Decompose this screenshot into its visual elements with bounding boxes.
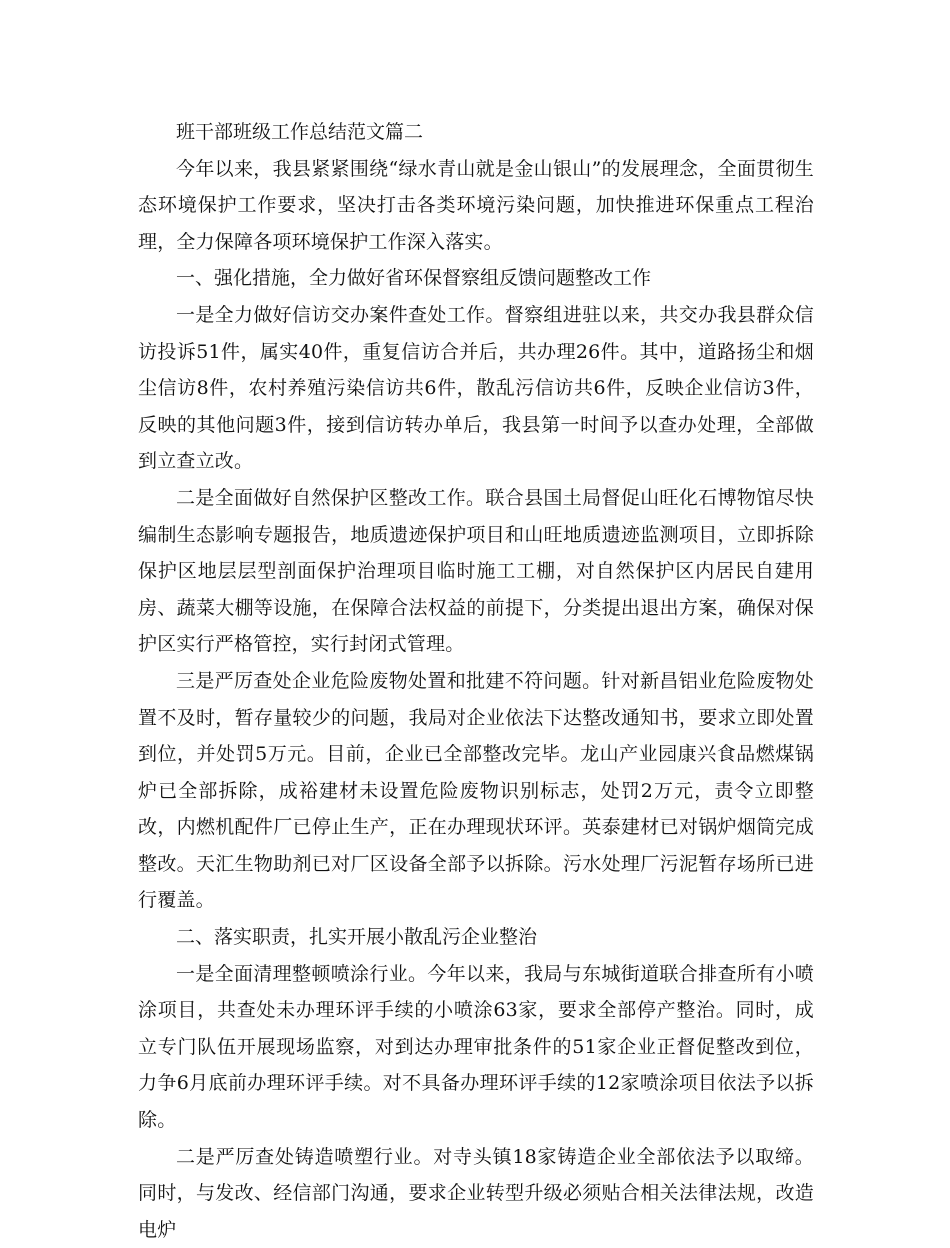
paragraph-hazardous-waste: 三是严厉查处企业危险废物处置和批建不符问题。针对新昌铝业危险废物处置不及时，暂存量较少的问题，我局对企业依法下达整改通知书，要求立即处置到位，并处罚5万元。目前，企业已全部整改完毕。龙山产业园康兴食品燃煤锅炉已全部拆除，成裕建材未设置危险废物识别标志，处罚2万元，责令立即整改，内燃机配件厂已停止生产，正在办理现状环评。英泰建材已对锅炉烟筒完成整改。天汇生物助剂已对厂区设备全部予以拆除。污水处理厂污泥暂存场所已进行覆盖。 [138, 669, 814, 912]
document-title: 班干部班级工作总结范文篇二 [176, 121, 424, 143]
paragraph-nature-reserve: 二是全面做好自然保护区整改工作。联合县国土局督促山旺化石博物馆尽快编制生态影响专题报告，地质遗迹保护项目和山旺地质遗迹监测项目，立即拆除保护区地层层型剖面保护治理项目临时施工工棚，对自然保护区内居民自建用房、蔬菜大棚等设施，在保障合法权益的前提下，分类提出退出方案，确保对保护区实行严格管控，实行封闭式管理。 [138, 486, 814, 656]
paragraph-spray-industry: 一是全面清理整顿喷涂行业。今年以来，我局与东城街道联合排查所有小喷涂项目，共查处未办理环评手续的小喷涂63家，要求全部停产整治。同时，成立专门队伍开展现场监察，对到达办理审批条件的51家企业正督促整改到位，力争6月底前办理环评手续。对不具备办理环评手续的12家喷涂项目依法予以拆除。 [138, 962, 814, 1132]
section-heading-1: 一、强化措施，全力做好省环保督察组反馈问题整改工作 [176, 267, 652, 290]
document-body [138, 114, 814, 1248]
section-heading-2: 二、落实职责，扎实开展小散乱污企业整治 [176, 926, 538, 949]
paragraph-intro: 今年以来，我县紧紧围绕“绿水青山就是金山银山”的发展理念，全面贯彻生态环境保护工作要求，坚决打击各类环境污染问题，加快推进环保重点工程治理，全力保障各项环境保护工作深入落实。 [138, 157, 814, 253]
paragraph-casting-industry: 二是严厉查处铸造喷塑行业。对寺头镇18家铸造企业全部依法予以取缔。同时，与发改、经信部门沟通，要求企业转型升级必须贴合相关法律法规，改造电炉 [138, 1145, 814, 1241]
paragraph-petition-cases: 一是全力做好信访交办案件查处工作。督察组进驻以来，共交办我县群众信访投诉51件，属实40件，重复信访合并后，共办理26件。其中，道路扬尘和烟尘信访8件，农村养殖污染信访共6件，散乱污信访共6件，反映企业信访3件，反映的其他问题3件，接到信访转办单后，我县第一时间予以查办处理，全部做到立查立改。 [138, 303, 814, 473]
